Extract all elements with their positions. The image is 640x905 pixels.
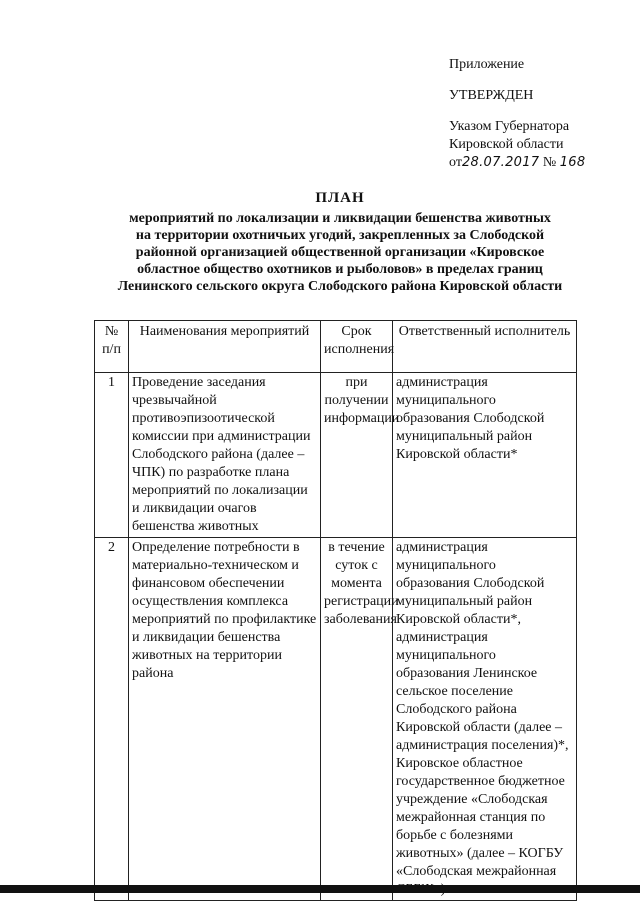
header-deadline: Срок исполнения [321,321,393,373]
title-line-3: районной организацией общественной организации «Кировское [135,245,545,260]
plan-table [94,320,577,901]
row-num: 2 [95,538,129,901]
row-name: Проведение заседания чрезвычайной противоэпизоотической комиссии при администрации Слободского района (далее – ЧПК) по разработке плана мероприятий по локализации и ликвидации очагов бешенства животных [129,373,321,538]
row-num: 1 [95,373,129,538]
appendix-label: Приложение [449,57,525,72]
row-responsible: администрация муниципального образования Слободской муниципальный район Кировской области*, администрация муниципального образования Ленинское сельское поселение Слободского района Кировской области (далее – администрация поселения)*, Кировское областное государственное бюджетное учреждение «Слободская межрайонная станция по борьбе с болезнями животных» (далее – КОГБУ «Слободская межрайонная [393,538,577,901]
decree-line-2: Кировской области [449,137,564,152]
decree-line-1: Указом Губернатора [449,119,570,134]
table-row [95,373,577,538]
document-title [90,190,590,295]
table-header-row [95,321,577,373]
approved-label: УТВЕРЖДЕН [449,88,534,103]
header-num: № п/п [95,321,129,373]
number-prefix: № [539,155,560,170]
row-responsible: администрация муниципального образования Слободской муниципальный район Кировской области* [393,373,577,538]
title-line-5: Ленинского сельского округа Слободского района Кировской области [117,279,563,294]
title-line-2: на территории охотничьих угодий, закрепленных за Слободской [135,228,545,243]
title-line-4: областное общество охотников и рыболовов» в пределах границ [137,262,543,277]
row-deadline: при получении информации [321,373,393,538]
row-name: Определение потребности в материально-техническом и финансовом обеспечении осуществления комплекса мероприятий по профилактике и ликвидации бешенства животных на территории района [129,538,321,901]
handwritten-date: 28.07.2017 [461,155,540,170]
decree-date-line [449,154,629,172]
title-line-1: мероприятий по локализации и ликвидации бешенства животных [129,211,551,226]
table-row [95,538,577,901]
row-deadline: в течение суток с момента регистрации заболевания [321,538,393,901]
header-name: Наименования мероприятий [129,321,321,373]
handwritten-number: 168 [559,155,586,170]
header-responsible: Ответственный исполнитель [393,321,577,373]
approval-block [449,56,629,172]
plan-heading: ПЛАН [315,190,365,206]
date-prefix: от [449,155,462,170]
scan-edge-bar [0,885,640,893]
